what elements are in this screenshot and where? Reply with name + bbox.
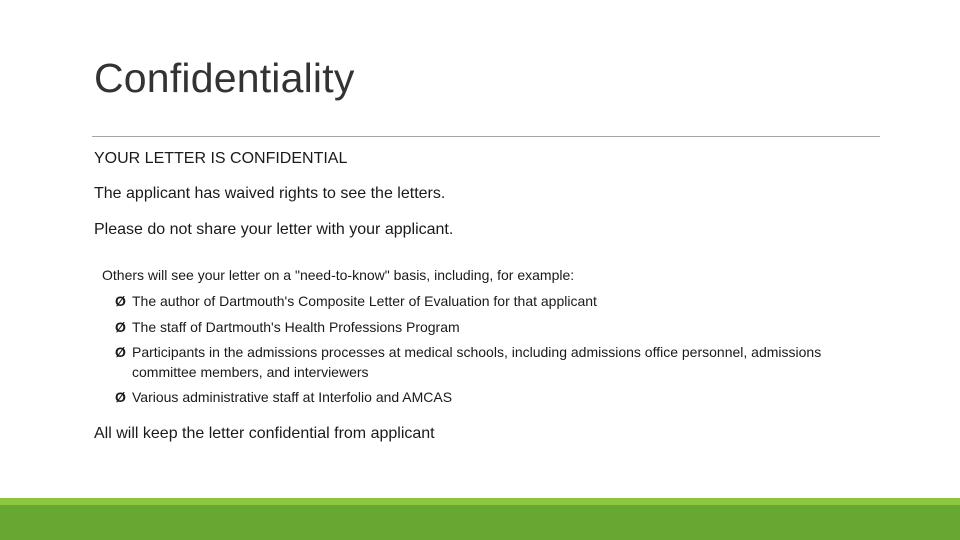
arrow-bullet-icon: Ø <box>115 293 126 309</box>
list-item-text: Participants in the admissions processes at medical schools, including admissions office personnel, admissions committee members, and interviewers <box>132 344 822 380</box>
paragraph-do-not-share: Please do not share your letter with your applicant. <box>94 221 454 238</box>
title-divider <box>92 136 880 137</box>
list-item-text: The author of Dartmouth's Composite Letter of Evaluation for that applicant <box>132 293 597 309</box>
arrow-bullet-icon: Ø <box>115 389 126 405</box>
list-item <box>115 387 872 407</box>
footer-bar <box>0 505 960 540</box>
footer-accent-stripe <box>0 498 960 505</box>
closing-statement: All will keep the letter confidential from applicant <box>94 425 435 442</box>
arrow-bullet-icon: Ø <box>115 344 126 360</box>
arrow-bullet-icon: Ø <box>115 319 126 335</box>
paragraph-confidential-heading: YOUR LETTER IS CONFIDENTIAL <box>94 150 348 167</box>
list-item-text: The staff of Dartmouth's Health Professions Program <box>132 319 460 335</box>
slide-title: Confidentiality <box>94 55 355 101</box>
list-item <box>115 342 872 382</box>
list-item <box>115 291 872 311</box>
lead-in-text: Others will see your letter on a "need-to-know" basis, including, for example: <box>102 267 575 283</box>
paragraph-waived-rights: The applicant has waived rights to see the letters. <box>94 185 446 202</box>
list-item-text: Various administrative staff at Interfolio and AMCAS <box>132 389 453 405</box>
list-item <box>115 317 872 337</box>
